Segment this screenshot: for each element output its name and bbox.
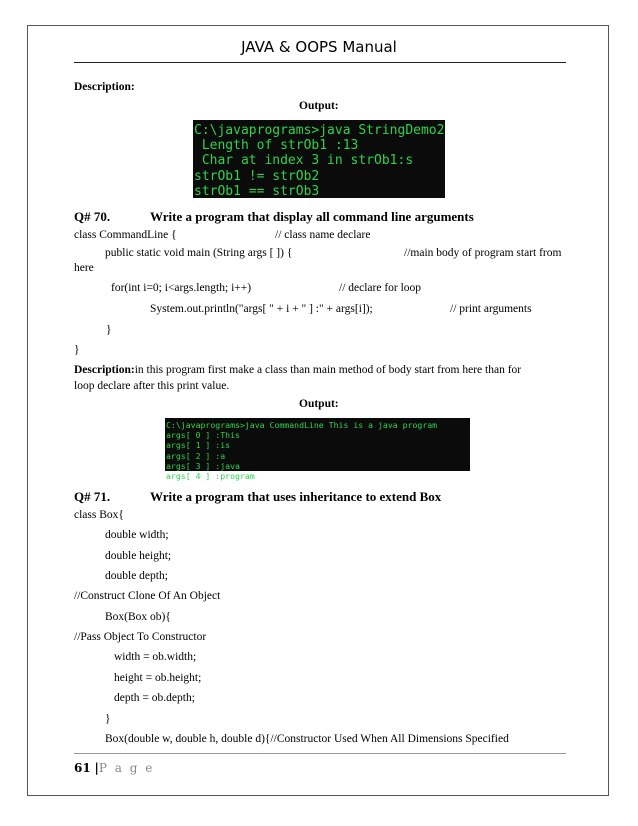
code-line: }	[106, 324, 112, 336]
terminal-line: Char at index 3 in strOb1:s	[194, 153, 414, 169]
code-comment: // class name declare	[275, 229, 371, 241]
page-number: 61	[74, 761, 91, 775]
terminal-line: args[ 2 ] :a	[166, 450, 226, 461]
page-word: P a g e	[98, 761, 155, 775]
code-line: }	[105, 713, 111, 725]
description-paragraph	[74, 364, 521, 377]
code-line: double height;	[105, 550, 172, 562]
code-line: //Pass Object To Constructor	[74, 631, 207, 643]
question-number: Q# 70.	[74, 209, 111, 224]
code-comment: // print arguments	[450, 303, 532, 315]
code-line: System.out.println("args[ " + i + " ] :" + args[i]);	[150, 303, 373, 315]
terminal-line: args[ 0 ] :This	[166, 430, 240, 441]
description-text: in this program first make a class than main method of body start from here than for	[134, 364, 522, 376]
terminal-line: args[ 4 ] :program	[166, 471, 255, 482]
terminal-line: C:\javaprograms>java StringDemo2	[194, 123, 445, 138]
question-title: Write a program that display all command line arguments	[150, 209, 474, 224]
description-label: Description:	[74, 81, 135, 93]
page-footer	[74, 761, 154, 775]
output-label: Output:	[299, 100, 339, 112]
code-line: width = ob.width;	[114, 651, 197, 663]
question-title: Write a program that uses inheritance to extend Box	[150, 489, 442, 504]
terminal-line: Length of strOb1 :13	[194, 138, 359, 154]
code-line: //Construct Clone Of An Object	[74, 590, 221, 602]
code-line: for(int i=0; i<args.length; i++)	[111, 282, 252, 294]
code-line: depth = ob.depth;	[114, 692, 195, 704]
page-separator: |	[94, 761, 99, 775]
description-text: loop declare after this print value.	[74, 380, 230, 392]
code-line: double width;	[105, 529, 169, 541]
footer-divider	[74, 753, 566, 754]
code-line: }	[74, 344, 80, 356]
terminal-line: strOb1 == strOb3	[194, 183, 320, 199]
code-comment: //main body of program start from	[404, 247, 562, 259]
terminal-line: args[ 1 ] :is	[166, 440, 231, 451]
terminal-output-command-line	[165, 418, 470, 482]
output-label: Output:	[299, 398, 339, 410]
question-number: Q# 71.	[74, 489, 111, 504]
code-line: class CommandLine {	[74, 229, 177, 241]
header-divider	[74, 62, 566, 63]
code-line: double depth;	[105, 570, 168, 582]
terminal-line: args[ 3 ] :java	[166, 460, 240, 471]
terminal-line: C:\javaprograms>java CommandLine This is a java program	[166, 420, 438, 430]
code-line: public static void main (String args [ ]) {	[105, 247, 293, 259]
terminal-line: strOb1 != strOb2	[194, 168, 320, 184]
code-line: class Box{	[74, 509, 124, 521]
code-comment: // declare for loop	[339, 282, 422, 294]
terminal-output-string-demo	[193, 120, 445, 198]
code-line: height = ob.height;	[114, 672, 202, 684]
description-label: Description:	[74, 364, 135, 376]
code-line: here	[74, 262, 94, 274]
page-header: JAVA & OOPS Manual	[241, 38, 397, 56]
code-line: Box(double w, double h, double d){//Constructor Used When All Dimensions Specified	[105, 733, 509, 745]
code-line: Box(Box ob){	[105, 611, 171, 623]
